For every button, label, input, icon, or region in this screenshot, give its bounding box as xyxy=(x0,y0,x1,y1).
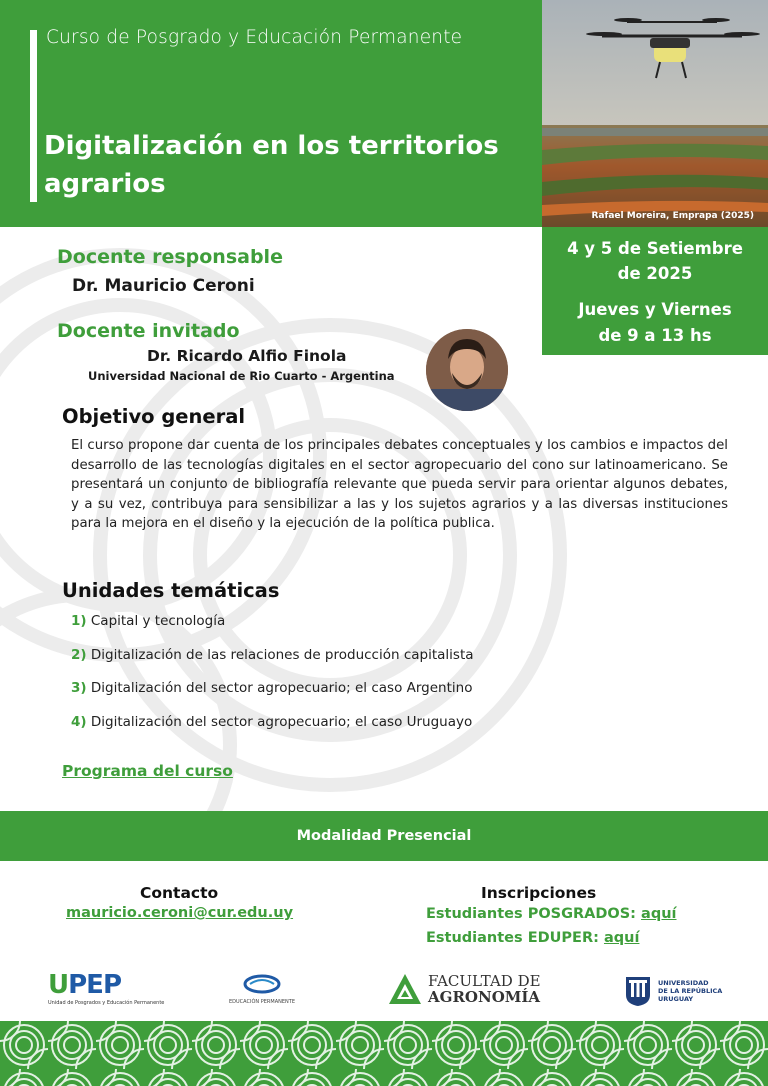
udelar-line-3: URUGUAY xyxy=(658,995,694,1003)
eduper-label: Estudiantes EDUPER: xyxy=(426,930,599,946)
unit-number: 4) xyxy=(71,714,87,730)
days-line-1: Jueves y Viernes xyxy=(578,300,732,319)
responsible-teacher-name: Dr. Mauricio Ceroni xyxy=(72,276,255,296)
unit-text: Digitalización del sector agropecuario; el caso Uruguayo xyxy=(90,714,473,730)
registration-eduper xyxy=(426,930,639,946)
agronomia-line-2: AGRONOMÍA xyxy=(428,988,541,1006)
udelar-line-1: UNIVERSIDAD xyxy=(658,979,709,987)
responsible-teacher-label: Docente responsable xyxy=(57,246,283,268)
unit-number: 2) xyxy=(71,647,87,663)
unit-item xyxy=(71,714,472,730)
schedule-box xyxy=(542,227,768,355)
udelar-line-2: DE LA REPÚBLICA xyxy=(658,987,723,995)
posgrado-label: Estudiantes POSGRADOS: xyxy=(426,906,636,922)
bottom-pattern-decoration xyxy=(0,1021,768,1086)
course-dates xyxy=(542,236,768,286)
person-photo-icon xyxy=(426,329,508,411)
udelar-shield-icon xyxy=(624,975,652,1007)
registration-posgrado xyxy=(426,906,677,922)
course-days xyxy=(542,297,768,349)
header-accent-bar xyxy=(30,30,37,202)
circular-pattern-icon xyxy=(0,1021,768,1086)
facultad-agronomia-logo xyxy=(388,973,541,1005)
unit-text: Digitalización del sector agropecuario; el caso Argentino xyxy=(90,680,473,696)
contact-email-link[interactable]: mauricio.ceroni@cur.edu.uy xyxy=(66,905,294,921)
unit-item xyxy=(71,613,225,629)
contact-title: Contacto xyxy=(140,884,219,902)
unit-number: 3) xyxy=(71,680,87,696)
objective-text: El curso propone dar cuenta de los principales debates conceptuales y los cambios e impactos del desarrollo de las tecnologías digitales en el sector agropecuario del cono sur latinoamericano. Se presentará un conjunto de bibliografía relevante que pueda servir para orientar algunos debates, y a su vez, contribuya para sensibilizar a las y los sujetos agrarios y a las diversas instituciones para la mejora en el diseño y la ejecución de la política publica. xyxy=(71,438,728,532)
unit-number: 1) xyxy=(71,613,87,629)
unit-item xyxy=(71,680,472,696)
educacion-permanente-logo xyxy=(226,973,298,1005)
header-subtitle: Curso de Posgrado y Educación Permanente xyxy=(46,27,463,48)
modality-banner: Modalidad Presencial xyxy=(0,811,768,861)
course-title: Digitalización en los territorios agrarios xyxy=(44,131,499,199)
drone-photo xyxy=(542,0,768,227)
program-link[interactable]: Programa del curso xyxy=(62,762,233,780)
guest-teacher-name: Dr. Ricardo Alfio Finola xyxy=(147,347,347,365)
dates-line-1: 4 y 5 de Setiembre xyxy=(567,239,743,258)
guest-teacher-label: Docente invitado xyxy=(57,320,240,342)
agronomia-line-1: FACULTAD DE xyxy=(428,972,541,990)
registration-title: Inscripciones xyxy=(481,884,597,902)
drone-landscape-image xyxy=(542,0,768,227)
unit-item xyxy=(71,647,474,663)
photo-credit: Rafael Moreira, Emprapa (2025) xyxy=(591,211,754,221)
upep-caption: Unidad de Posgrados y Educación Permanente xyxy=(48,1000,165,1006)
dates-line-2: de 2025 xyxy=(617,264,693,283)
days-line-2: de 9 a 13 hs xyxy=(598,326,712,345)
units-title: Unidades temáticas xyxy=(62,579,280,602)
posgrado-link[interactable]: aquí xyxy=(641,906,677,922)
educacion-caption: EDUCACIÓN PERMANENTE xyxy=(229,999,295,1005)
eduper-link[interactable]: aquí xyxy=(603,930,640,946)
guest-teacher-affiliation: Universidad Nacional de Rio Cuarto - Argentina xyxy=(88,369,395,383)
udelar-logo xyxy=(624,975,722,1007)
header-banner xyxy=(0,0,542,227)
unit-text: Digitalización de las relaciones de producción capitalista xyxy=(90,647,474,663)
educacion-permanente-emblem-icon xyxy=(242,973,282,995)
unit-text: Capital y tecnología xyxy=(90,613,226,629)
guest-teacher-avatar xyxy=(426,329,508,411)
upep-logo: UPEP Unidad de Posgrados y Educación Permanente xyxy=(48,970,165,1006)
objective-title: Objetivo general xyxy=(62,405,246,428)
agronomia-triangle-icon xyxy=(388,973,422,1005)
